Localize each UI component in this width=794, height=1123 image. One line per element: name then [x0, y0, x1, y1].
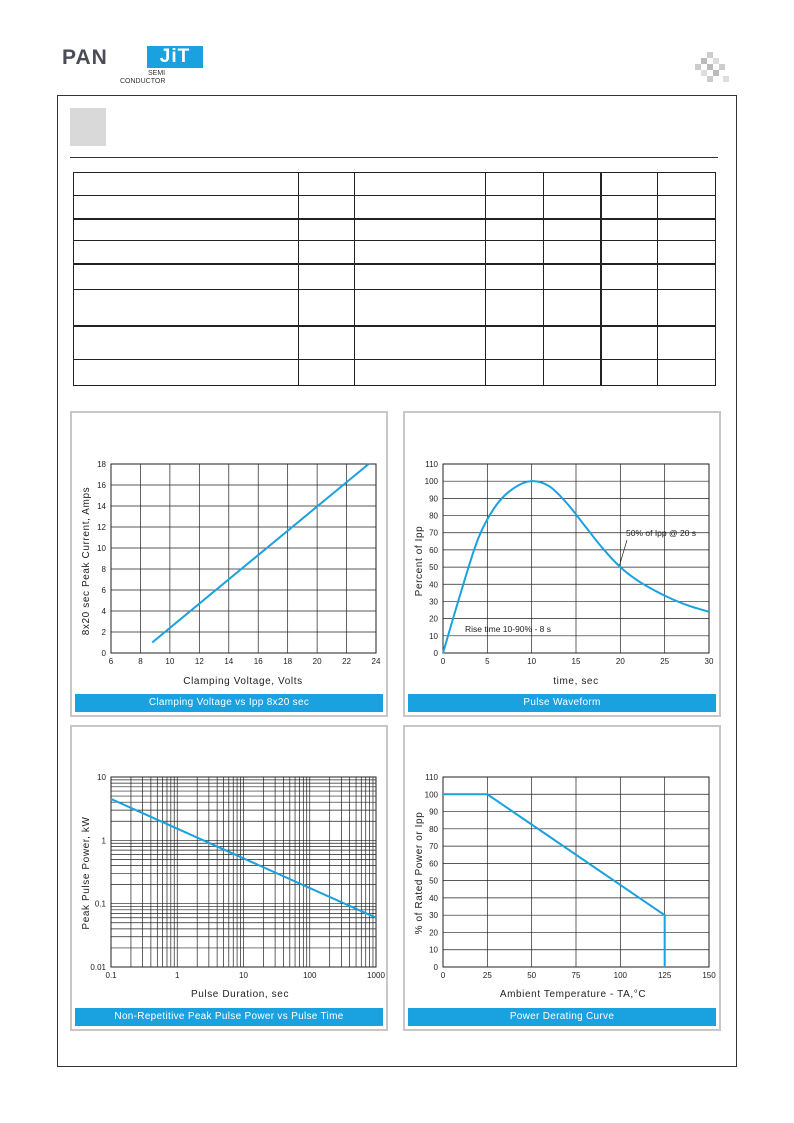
y-tick-label: 2 — [101, 628, 106, 637]
power-derating-chart — [405, 727, 723, 1033]
y-tick-label: 20 — [429, 928, 438, 938]
x-axis-label: time, sec — [553, 676, 599, 687]
logo-semi-text: SEMI — [148, 70, 166, 77]
annotation-half-value: 50% of Ipp @ 20 s — [626, 528, 697, 538]
logo-jit-text: JiT — [147, 46, 203, 68]
x-tick-label: 150 — [702, 971, 716, 980]
table-row — [74, 360, 716, 386]
x-tick-label: 100 — [613, 971, 628, 980]
y-tick-label: 100 — [424, 790, 438, 800]
x-axis-label-unit: °C — [633, 989, 647, 1000]
y-tick-label: 20 — [429, 614, 438, 624]
y-tick-label: 60 — [429, 859, 438, 869]
y-tick-label: 10 — [97, 773, 106, 782]
grid — [111, 777, 376, 967]
chart-caption: Power Derating Curve — [408, 1008, 716, 1026]
y-axis-label: Peak Pulse Power, kW — [81, 816, 92, 930]
table-row — [74, 326, 716, 360]
x-tick-label: 5 — [485, 657, 490, 666]
series-line — [152, 464, 368, 643]
chart-caption: Clamping Voltage vs Ipp 8x20 sec — [75, 694, 383, 712]
x-tick-label: 75 — [571, 971, 581, 980]
table-row — [74, 173, 716, 196]
table-row — [74, 196, 716, 219]
x-tick-label: 25 — [660, 657, 670, 666]
y-tick-label: 80 — [429, 511, 438, 521]
y-tick-label: 18 — [97, 460, 106, 469]
x-tick-label: 6 — [108, 657, 114, 666]
y-tick-label: 100 — [424, 477, 438, 487]
y-tick-label: 30 — [429, 597, 438, 607]
clamping-voltage-chart-panel — [70, 411, 388, 717]
y-tick-label: 14 — [97, 502, 106, 511]
y-tick-label: 0 — [101, 649, 106, 658]
x-tick-label: 8 — [138, 657, 143, 666]
y-tick-label: 30 — [429, 911, 438, 921]
x-axis-label — [500, 989, 646, 1000]
x-tick-label: 1 — [175, 971, 180, 980]
y-tick-label: 60 — [429, 545, 438, 555]
y-tick-label: 4 — [101, 607, 106, 616]
chart-caption: Non-Repetitive Peak Pulse Power vs Pulse Time — [75, 1008, 383, 1026]
y-axis-label: % of Rated Power or Ipp — [414, 811, 425, 935]
y-tick-label: 0.01 — [90, 963, 106, 972]
x-axis-label: Clamping Voltage, Volts — [183, 676, 303, 687]
x-tick-label: 22 — [342, 657, 352, 666]
x-tick-label: 10 — [239, 971, 248, 980]
x-tick-label: 0.1 — [105, 971, 117, 980]
x-tick-label: 125 — [657, 971, 672, 980]
plot-border — [111, 464, 376, 653]
y-tick-label: 110 — [425, 773, 438, 782]
spec-table — [73, 172, 716, 386]
section-marker — [70, 108, 106, 146]
logo-pan-text: PAN — [62, 46, 108, 69]
y-tick-label: 16 — [97, 481, 106, 490]
table-row — [74, 290, 716, 326]
logo-conductor-text: CONDUCTOR — [120, 78, 166, 85]
y-tick-label: 50 — [429, 876, 438, 886]
x-tick-label: 25 — [482, 971, 492, 980]
y-tick-label: 70 — [429, 842, 438, 852]
x-tick-label: 30 — [704, 657, 714, 666]
y-tick-label: 90 — [429, 494, 438, 504]
x-tick-label: 0 — [440, 971, 446, 980]
peak-pulse-power-chart — [72, 727, 390, 1033]
y-tick-label: 10 — [429, 945, 438, 955]
x-tick-label: 20 — [312, 657, 322, 666]
grid — [443, 777, 709, 967]
power-derating-chart-panel — [403, 725, 721, 1031]
x-axis-label-text: Ambient Temperature - TA, — [499, 989, 634, 1000]
x-tick-label: 12 — [194, 657, 204, 666]
y-tick-label: 80 — [429, 824, 438, 834]
y-axis-label: Percent of Ipp — [414, 525, 425, 597]
x-tick-label: 100 — [303, 971, 317, 980]
grid — [111, 464, 376, 653]
header-rule — [70, 157, 718, 158]
x-tick-label: 1000 — [367, 971, 385, 980]
y-tick-label: 10 — [429, 631, 438, 641]
y-tick-label: 8 — [101, 565, 106, 574]
y-tick-label: 0 — [433, 963, 438, 972]
peak-pulse-power-chart-panel — [70, 725, 388, 1031]
y-tick-label: 1 — [101, 836, 106, 846]
x-tick-label: 50 — [527, 971, 537, 980]
y-tick-label: 110 — [425, 460, 438, 469]
x-tick-label: 0 — [440, 657, 446, 666]
chart-caption: Pulse Waveform — [408, 694, 716, 712]
x-tick-label: 24 — [371, 657, 381, 666]
pulse-waveform-chart — [405, 413, 723, 719]
x-tick-label: 18 — [283, 657, 293, 666]
x-tick-label: 10 — [527, 657, 537, 666]
x-tick-label: 16 — [253, 657, 263, 666]
y-tick-label: 0.1 — [94, 899, 106, 909]
table-row — [74, 264, 716, 290]
y-tick-label: 0 — [433, 649, 438, 658]
x-tick-label: 14 — [224, 657, 234, 666]
pulse-waveform-chart-panel — [403, 411, 721, 717]
y-tick-label: 12 — [97, 523, 106, 532]
table-row — [74, 219, 716, 241]
x-tick-label: 20 — [615, 657, 625, 666]
table-row — [74, 241, 716, 264]
x-tick-label: 10 — [165, 657, 175, 666]
y-tick-label: 10 — [97, 544, 106, 553]
panjit-logo — [62, 46, 191, 90]
x-tick-label: 15 — [571, 657, 581, 666]
clamping-voltage-chart — [72, 413, 390, 719]
y-tick-label: 70 — [429, 528, 438, 538]
y-tick-label: 6 — [101, 586, 106, 595]
y-tick-label: 50 — [429, 563, 438, 573]
checker-decoration-icon — [695, 52, 729, 84]
x-axis-label: Pulse Duration, sec — [190, 989, 290, 1000]
y-tick-label: 40 — [429, 580, 438, 590]
annotation-rise-time: Rise time 10-90% - 8 s — [465, 624, 551, 634]
y-tick-label: 40 — [429, 893, 438, 903]
y-tick-label: 90 — [429, 807, 438, 817]
y-axis-label: 8x20 sec Peak Current, Amps — [81, 486, 92, 636]
